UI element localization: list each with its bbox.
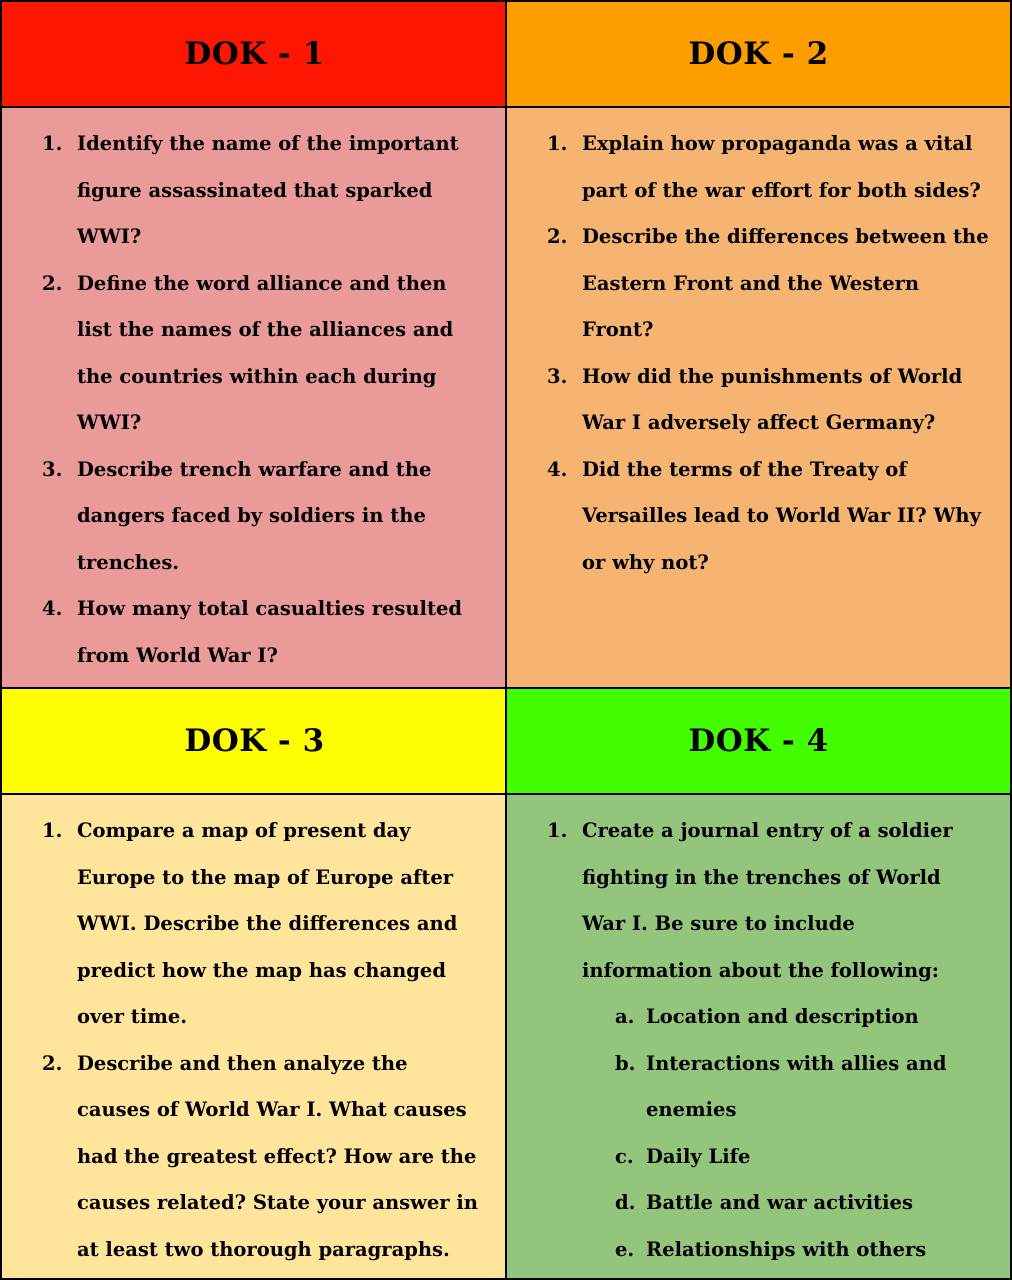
sub-list-item: b. Interactions with allies and enemies [615, 1051, 947, 1121]
list-item: 1. Compare a map of present day Europe to the map of Europe after WWI. Describe the differences and predict how the map has changed over time. [42, 819, 458, 1028]
column-divider [505, 2, 507, 1278]
dok2-list [547, 121, 990, 586]
list-item: 2. Define the word alliance and then list the names of the alliances and the countries within each during WWI? [42, 271, 454, 434]
dok3-title: DOK - 3 [184, 723, 325, 759]
list-item: 1. Explain how propaganda was a vital part of the war effort for both sides? [547, 132, 981, 202]
dok1-body [2, 108, 507, 687]
dok4-list [547, 808, 990, 994]
dok4-sublist [615, 994, 990, 1273]
dok4-body [507, 795, 1010, 1278]
list-item: 3. Describe trench warfare and the dangers faced by soldiers in the trenches. [42, 457, 432, 574]
dok1-title: DOK - 1 [184, 36, 325, 72]
list-item: 1. Identify the name of the important figure assassinated that sparked WWI? [42, 132, 459, 248]
dok4-title: DOK - 4 [688, 723, 829, 759]
list-item: 2. Describe and then analyze the causes of World War I. What causes had the greatest effect? How are the causes related? State your answer in at least two thorough paragraphs. [42, 1051, 478, 1261]
dok2-title: DOK - 2 [688, 36, 829, 72]
list-item: 2. Describe the differences between the Eastern Front and the Western Front? [547, 225, 989, 341]
dok3-body [2, 795, 507, 1278]
dok2-body [507, 108, 1010, 687]
dok1-list [42, 121, 487, 679]
sub-list-item: c. Daily Life [615, 1144, 751, 1168]
sub-list-item: e. Relationships with others [615, 1237, 927, 1261]
dok3-list [42, 808, 487, 1273]
dok3-header [2, 689, 507, 793]
dok1-header [2, 2, 507, 106]
list-item: 4. Did the terms of the Treaty of Versailles lead to World War II? Why or why not? [547, 457, 981, 574]
list-item: 1. Create a journal entry of a soldier fighting in the trenches of World War I. Be sure to include information about the following: [547, 819, 953, 982]
list-item: 3. How did the punishments of World War I adversely affect Germany? [547, 364, 963, 434]
sub-list-item: a. Location and description [615, 1005, 919, 1028]
row-divider [2, 106, 1010, 108]
row-divider [2, 793, 1010, 795]
dok2-header [507, 2, 1010, 106]
dok4-header [507, 689, 1010, 793]
sub-list-item: d. Battle and war activities [615, 1191, 913, 1214]
row-divider [2, 687, 1010, 689]
list-item: 4. How many total casualties resulted from World War I? [42, 597, 463, 667]
